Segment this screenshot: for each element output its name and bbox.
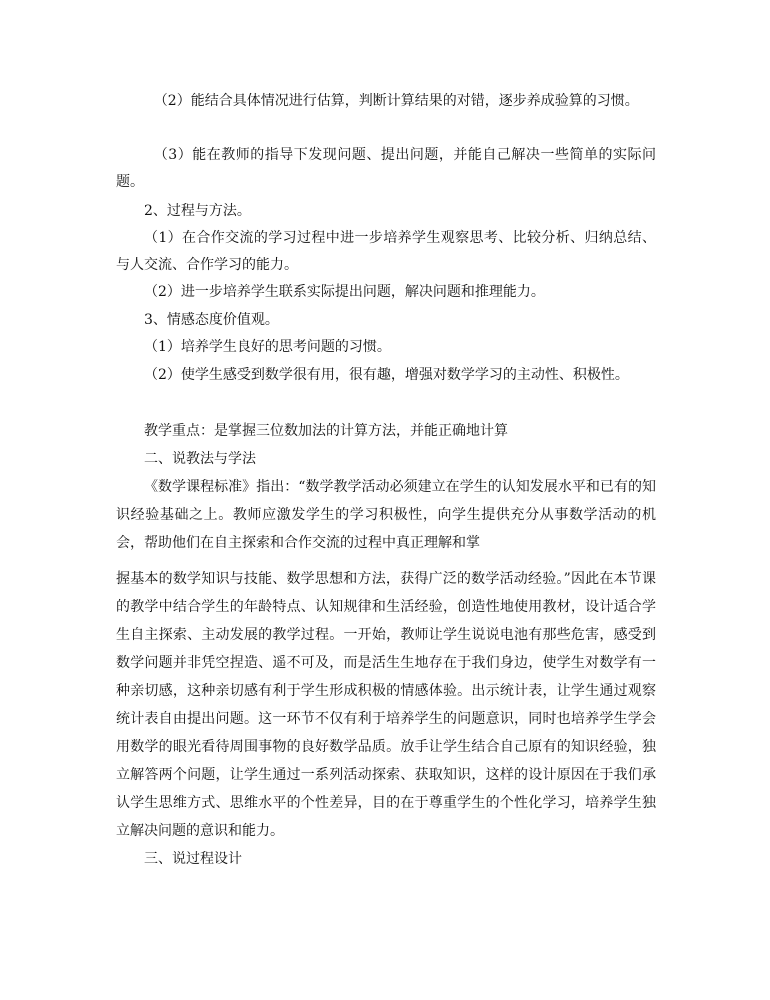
- paragraph-emotion-2: （2）使学生感受到数学很有用，很有趣，增强对数学学习的主动性、积极性。: [144, 367, 629, 383]
- paragraph-curriculum-standard-part2: 握基本的数学知识与技能、数学思想和方法，获得广泛的数学活动经验。”因此在本节课的教学中结合学生的年龄特点、认知规律和生活经验，创造性地使用教材，设计适合学生自主探索、主动发展的教学过程。一开始，教师让学生说说电池有那些危害，感受到数学问题并非凭空捏造、遥不可及，而是活生生地存在于我们身边，使学生对数学有一种亲切感，这种亲切感有利于学生形成积极的情感体验。出示统计表，让学生通过观察统计表自由提出问题。这一环节不仅有利于培养学生的问题意识，同时也培养学生学会用数学的眼光看待周围事物的良好数学品质。放手让学生结合自己原有的知识经验，独立解答两个问题，让学生通过一系列活动探索、获取知识，这样的设计原因在于我们承认学生思维方式、思维水平的个性差异，目的在于尊重学生的个性化学习，培养学生独立解决问题的意识和能力。: [116, 571, 656, 839]
- paragraph-curriculum-standard-part1: 《数学课程标准》指出：“数学教学活动必须建立在学生的认知发展水平和已有的知识经验基础之上。教师应激发学生的学习积极性，向学生提供充分从事数学活动的机会，帮助他们在自主探索和合作交流的过程中真正理解和掌: [116, 479, 656, 551]
- heading-process-design: 三、说过程设计: [144, 851, 242, 867]
- paragraph-process-2: （2）进一步培养学生联系实际提出问题，解决问题和推理能力。: [144, 284, 545, 300]
- paragraph-teaching-focus: 教学重点：是掌握三位数加法的计算方法，并能正确地计算: [144, 423, 508, 439]
- paragraph-emotion-1: （1）培养学生良好的思考问题的习惯。: [144, 339, 391, 355]
- heading-teaching-methods: 二、说教法与学法: [144, 451, 256, 467]
- paragraph-objective-3: （3）能在教师的指导下发现问题、提出问题，并能自己解决一些简单的实际问题。: [116, 147, 656, 190]
- paragraph-objective-2: （2）能结合具体情况进行估算，判断计算结果的对错，逐步养成验算的习惯。: [153, 93, 639, 109]
- paragraph-process-1: （1）在合作交流的学习过程中进一步培养学生观察思考、比较分析、归纳总结、与人交流、合作学习的能力。: [116, 230, 656, 273]
- heading-emotion-values: 3、情感态度价值观。: [144, 312, 279, 328]
- heading-process-method: 2、过程与方法。: [144, 203, 251, 219]
